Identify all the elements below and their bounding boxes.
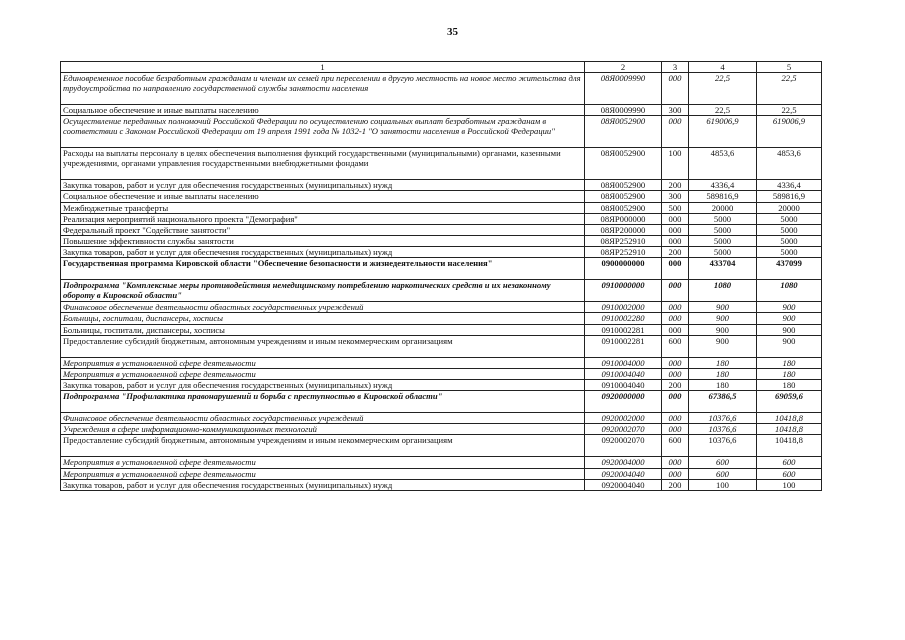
table-row <box>61 191 822 202</box>
amount-col5-cell: 100 <box>757 479 822 490</box>
table-row <box>61 73 822 105</box>
expense-name-cell: Закупка товаров, работ и услуг для обеспечения государственных (муниципальных) нужд <box>61 379 585 390</box>
expense-name-cell: Финансовое обеспечение деятельности областных государственных учреждений <box>61 302 585 313</box>
table-row <box>61 324 822 335</box>
amount-col4-cell: 5000 <box>689 213 757 224</box>
expense-name-cell: Расходы на выплаты персоналу в целях обеспечения выполнения функций государственными (муниципальными) органами, казенными учреждениями, органами управления государственными внебюджетными фондами <box>61 148 585 180</box>
expense-type-cell: 000 <box>662 224 689 235</box>
expense-name-cell: Закупка товаров, работ и услуг для обеспечения государственных (муниципальных) нужд <box>61 479 585 490</box>
expense-type-cell: 000 <box>662 468 689 479</box>
amount-col5-cell: 589816,9 <box>757 191 822 202</box>
expense-type-cell: 000 <box>662 302 689 313</box>
amount-col5-cell: 5000 <box>757 235 822 246</box>
amount-col4-cell: 22,5 <box>689 105 757 116</box>
table-row <box>61 368 822 379</box>
table-row <box>61 413 822 424</box>
amount-col4-cell: 1080 <box>689 280 757 302</box>
expense-type-cell: 600 <box>662 335 689 357</box>
target-code-cell: 0910002000 <box>585 302 662 313</box>
amount-col4-cell: 67386,5 <box>689 391 757 413</box>
expense-type-cell: 200 <box>662 479 689 490</box>
amount-col4-cell: 4853,6 <box>689 148 757 180</box>
table-row <box>61 148 822 180</box>
amount-col4-cell: 180 <box>689 368 757 379</box>
target-code-cell: 08ЯP252910 <box>585 235 662 246</box>
expense-type-cell: 000 <box>662 280 689 302</box>
amount-col4-cell: 4336,4 <box>689 180 757 191</box>
table-row <box>61 424 822 435</box>
amount-col4-cell: 10376,6 <box>689 424 757 435</box>
expense-type-cell: 000 <box>662 213 689 224</box>
target-code-cell: 08ЯP200000 <box>585 224 662 235</box>
expense-name-cell: Социальное обеспечение и иные выплаты населению <box>61 105 585 116</box>
target-code-cell: 0910002280 <box>585 313 662 324</box>
table-row <box>61 105 822 116</box>
expense-type-cell: 000 <box>662 368 689 379</box>
amount-col5-cell: 900 <box>757 313 822 324</box>
table-row <box>61 247 822 258</box>
expense-type-cell: 300 <box>662 191 689 202</box>
amount-col4-cell: 180 <box>689 379 757 390</box>
target-code-cell: 08Я0009990 <box>585 105 662 116</box>
amount-col5-cell: 4336,4 <box>757 180 822 191</box>
amount-col4-cell: 433704 <box>689 258 757 280</box>
table-row <box>61 180 822 191</box>
target-code-cell: 0920002070 <box>585 435 662 457</box>
expense-type-cell: 000 <box>662 258 689 280</box>
target-code-cell: 08Я0052900 <box>585 191 662 202</box>
amount-col4-cell: 900 <box>689 313 757 324</box>
amount-col5-cell: 1080 <box>757 280 822 302</box>
amount-col5-cell: 22,5 <box>757 73 822 105</box>
expense-name-cell: Подпрограмма "Профилактика правонарушений и борьба с преступностью в Кировской области" <box>61 391 585 413</box>
amount-col4-cell: 600 <box>689 457 757 468</box>
table-row <box>61 116 822 148</box>
amount-col5-cell: 10418,8 <box>757 435 822 457</box>
amount-col5-cell: 180 <box>757 368 822 379</box>
expense-type-cell: 200 <box>662 379 689 390</box>
expense-name-cell: Мероприятия в установленной сфере деятельности <box>61 468 585 479</box>
expense-name-cell: Межбюджетные трансферты <box>61 202 585 213</box>
table-row <box>61 258 822 280</box>
amount-col5-cell: 900 <box>757 335 822 357</box>
target-code-cell: 0920004040 <box>585 479 662 490</box>
target-code-cell: 0910004040 <box>585 368 662 379</box>
amount-col5-cell: 5000 <box>757 224 822 235</box>
expense-type-cell: 000 <box>662 73 689 105</box>
expense-name-cell: Единовременное пособие безработным гражданам и членам их семей при переселении в другую местность на новое место жительства для трудоустройства по направлению государственной службы занятости населения <box>61 73 585 105</box>
table-row <box>61 202 822 213</box>
target-code-cell: 0910004000 <box>585 357 662 368</box>
table-row <box>61 479 822 490</box>
column-header-4: 4 <box>689 62 757 73</box>
table-row <box>61 391 822 413</box>
target-code-cell: 0920000000 <box>585 391 662 413</box>
expense-name-cell: Повышение эффективности службы занятости <box>61 235 585 246</box>
expense-name-cell: Государственная программа Кировской области "Обеспечение безопасности и жизнедеятельности населения" <box>61 258 585 280</box>
expense-name-cell: Подпрограмма "Комплексные меры противодействия немедицинскому потреблению наркотических средств и их незаконному обороту в Кировской области" <box>61 280 585 302</box>
amount-col5-cell: 619006,9 <box>757 116 822 148</box>
amount-col5-cell: 900 <box>757 302 822 313</box>
column-header-3: 3 <box>662 62 689 73</box>
amount-col4-cell: 900 <box>689 324 757 335</box>
amount-col4-cell: 5000 <box>689 247 757 258</box>
expense-name-cell: Больницы, госпитали, диспансеры, хосписы <box>61 313 585 324</box>
expense-name-cell: Осуществление переданных полномочий Российской Федерации по осуществлению социальных выплат безработным гражданам в соответствии с Законом Российской Федерации от 19 апреля 1991 года № 1032-1 "О занятости населения в Российской Федерации" <box>61 116 585 148</box>
expense-type-cell: 000 <box>662 457 689 468</box>
target-code-cell: 0900000000 <box>585 258 662 280</box>
target-code-cell: 08Я0052900 <box>585 180 662 191</box>
table-row <box>61 280 822 302</box>
expense-type-cell: 200 <box>662 180 689 191</box>
expense-type-cell: 000 <box>662 324 689 335</box>
column-header-5: 5 <box>757 62 822 73</box>
expense-type-cell: 100 <box>662 148 689 180</box>
expense-type-cell: 000 <box>662 357 689 368</box>
amount-col5-cell: 69059,6 <box>757 391 822 413</box>
target-code-cell: 08ЯP000000 <box>585 213 662 224</box>
amount-col5-cell: 437099 <box>757 258 822 280</box>
amount-col5-cell: 4853,6 <box>757 148 822 180</box>
table-row <box>61 335 822 357</box>
amount-col4-cell: 100 <box>689 479 757 490</box>
expense-name-cell: Закупка товаров, работ и услуг для обеспечения государственных (муниципальных) нужд <box>61 247 585 258</box>
target-code-cell: 0920002070 <box>585 424 662 435</box>
amount-col5-cell: 22,5 <box>757 105 822 116</box>
table-header <box>61 62 822 73</box>
expense-name-cell: Больницы, госпитали, диспансеры, хосписы <box>61 324 585 335</box>
budget-table <box>60 61 822 491</box>
amount-col4-cell: 600 <box>689 468 757 479</box>
target-code-cell: 08ЯP252910 <box>585 247 662 258</box>
target-code-cell: 0920004040 <box>585 468 662 479</box>
target-code-cell: 0910004040 <box>585 379 662 390</box>
column-header-2: 2 <box>585 62 662 73</box>
amount-col4-cell: 5000 <box>689 224 757 235</box>
amount-col5-cell: 20000 <box>757 202 822 213</box>
expense-name-cell: Предоставление субсидий бюджетным, автономным учреждениям и иным некоммерческим организациям <box>61 335 585 357</box>
target-code-cell: 0910002281 <box>585 335 662 357</box>
amount-col5-cell: 5000 <box>757 247 822 258</box>
expense-type-cell: 000 <box>662 391 689 413</box>
target-code-cell: 0920002000 <box>585 413 662 424</box>
amount-col4-cell: 900 <box>689 335 757 357</box>
amount-col4-cell: 619006,9 <box>689 116 757 148</box>
column-header-1: 1 <box>61 62 585 73</box>
expense-type-cell: 000 <box>662 424 689 435</box>
amount-col5-cell: 600 <box>757 468 822 479</box>
expense-name-cell: Федеральный проект "Содействие занятости" <box>61 224 585 235</box>
table-row <box>61 435 822 457</box>
amount-col4-cell: 5000 <box>689 235 757 246</box>
page-number: 35 <box>447 26 458 38</box>
target-code-cell: 0920004000 <box>585 457 662 468</box>
expense-name-cell: Социальное обеспечение и иные выплаты населению <box>61 191 585 202</box>
amount-col5-cell: 10418,8 <box>757 424 822 435</box>
table-body <box>61 73 822 491</box>
target-code-cell: 08Я0052900 <box>585 202 662 213</box>
expense-type-cell: 500 <box>662 202 689 213</box>
amount-col4-cell: 589816,9 <box>689 191 757 202</box>
expense-name-cell: Предоставление субсидий бюджетным, автономным учреждениям и иным некоммерческим организациям <box>61 435 585 457</box>
expense-type-cell: 200 <box>662 247 689 258</box>
table-row <box>61 302 822 313</box>
table-row <box>61 468 822 479</box>
expense-type-cell: 000 <box>662 235 689 246</box>
table-row <box>61 457 822 468</box>
target-code-cell: 0910000000 <box>585 280 662 302</box>
amount-col5-cell: 180 <box>757 357 822 368</box>
expense-type-cell: 600 <box>662 435 689 457</box>
expense-type-cell: 000 <box>662 413 689 424</box>
amount-col5-cell: 10418,8 <box>757 413 822 424</box>
expense-name-cell: Учреждения в сфере информационно-коммуникационных технологий <box>61 424 585 435</box>
table-row <box>61 213 822 224</box>
expense-name-cell: Закупка товаров, работ и услуг для обеспечения государственных (муниципальных) нужд <box>61 180 585 191</box>
amount-col4-cell: 20000 <box>689 202 757 213</box>
amount-col5-cell: 900 <box>757 324 822 335</box>
expense-name-cell: Мероприятия в установленной сфере деятельности <box>61 368 585 379</box>
amount-col4-cell: 900 <box>689 302 757 313</box>
amount-col5-cell: 5000 <box>757 213 822 224</box>
amount-col4-cell: 22,5 <box>689 73 757 105</box>
expense-name-cell: Финансовое обеспечение деятельности областных государственных учреждений <box>61 413 585 424</box>
expense-type-cell: 300 <box>662 105 689 116</box>
table-row <box>61 357 822 368</box>
expense-name-cell: Реализация мероприятий национального проекта "Демография" <box>61 213 585 224</box>
amount-col5-cell: 600 <box>757 457 822 468</box>
table-row <box>61 313 822 324</box>
amount-col4-cell: 10376,6 <box>689 435 757 457</box>
expense-name-cell: Мероприятия в установленной сфере деятельности <box>61 457 585 468</box>
target-code-cell: 0910002281 <box>585 324 662 335</box>
target-code-cell: 08Я0009990 <box>585 73 662 105</box>
target-code-cell: 08Я0052900 <box>585 148 662 180</box>
amount-col4-cell: 180 <box>689 357 757 368</box>
amount-col4-cell: 10376,6 <box>689 413 757 424</box>
table-row <box>61 224 822 235</box>
amount-col5-cell: 180 <box>757 379 822 390</box>
expense-type-cell: 000 <box>662 116 689 148</box>
table-row <box>61 235 822 246</box>
expense-name-cell: Мероприятия в установленной сфере деятельности <box>61 357 585 368</box>
table-row <box>61 379 822 390</box>
expense-type-cell: 000 <box>662 313 689 324</box>
target-code-cell: 08Я0052900 <box>585 116 662 148</box>
